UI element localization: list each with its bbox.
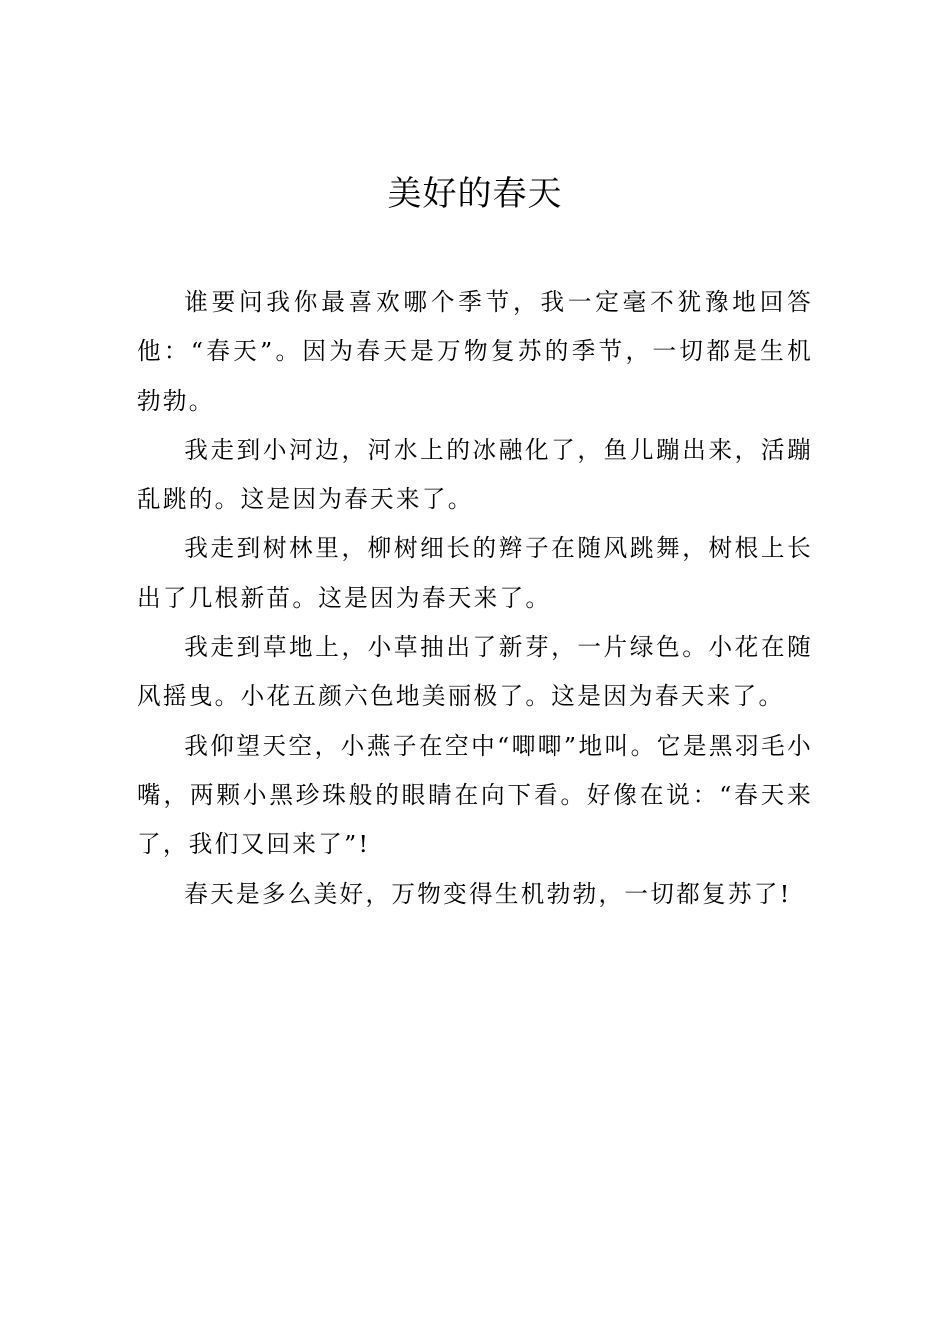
paragraph-forest: 我走到树林里，柳树细长的辫子在随风跳舞，树根上长出了几根新苗。这是因为春天来了。	[137, 534, 813, 612]
document-body	[137, 278, 813, 919]
paragraph-sky: 我仰望天空，小燕子在空中“唧唧”地叫。它是黑羽毛小嘴，两颗小黑珍珠般的眼睛在向下看。好像在说：“春天来了，我们又回来了”!	[137, 731, 813, 859]
document-title: 美好的春天	[387, 173, 563, 214]
paragraph-river: 我走到小河边，河水上的冰融化了，鱼儿蹦出来，活蹦乱跳的。这是因为春天来了。	[137, 435, 813, 514]
paragraph-conclusion: 春天是多么美好，万物变得生机勃勃，一切都复苏了!	[184, 879, 792, 908]
paragraph-meadow: 我走到草地上，小草抽出了新芽，一片绿色。小花在随风摇曳。小花五颜六色地美丽极了。这是因为春天来了。	[137, 633, 813, 711]
paragraph-intro: 谁要问我你最喜欢哪个季节，我一定毫不犹豫地回答他：“春天”。因为春天是万物复苏的季节，一切都是生机勃勃。	[137, 288, 813, 415]
